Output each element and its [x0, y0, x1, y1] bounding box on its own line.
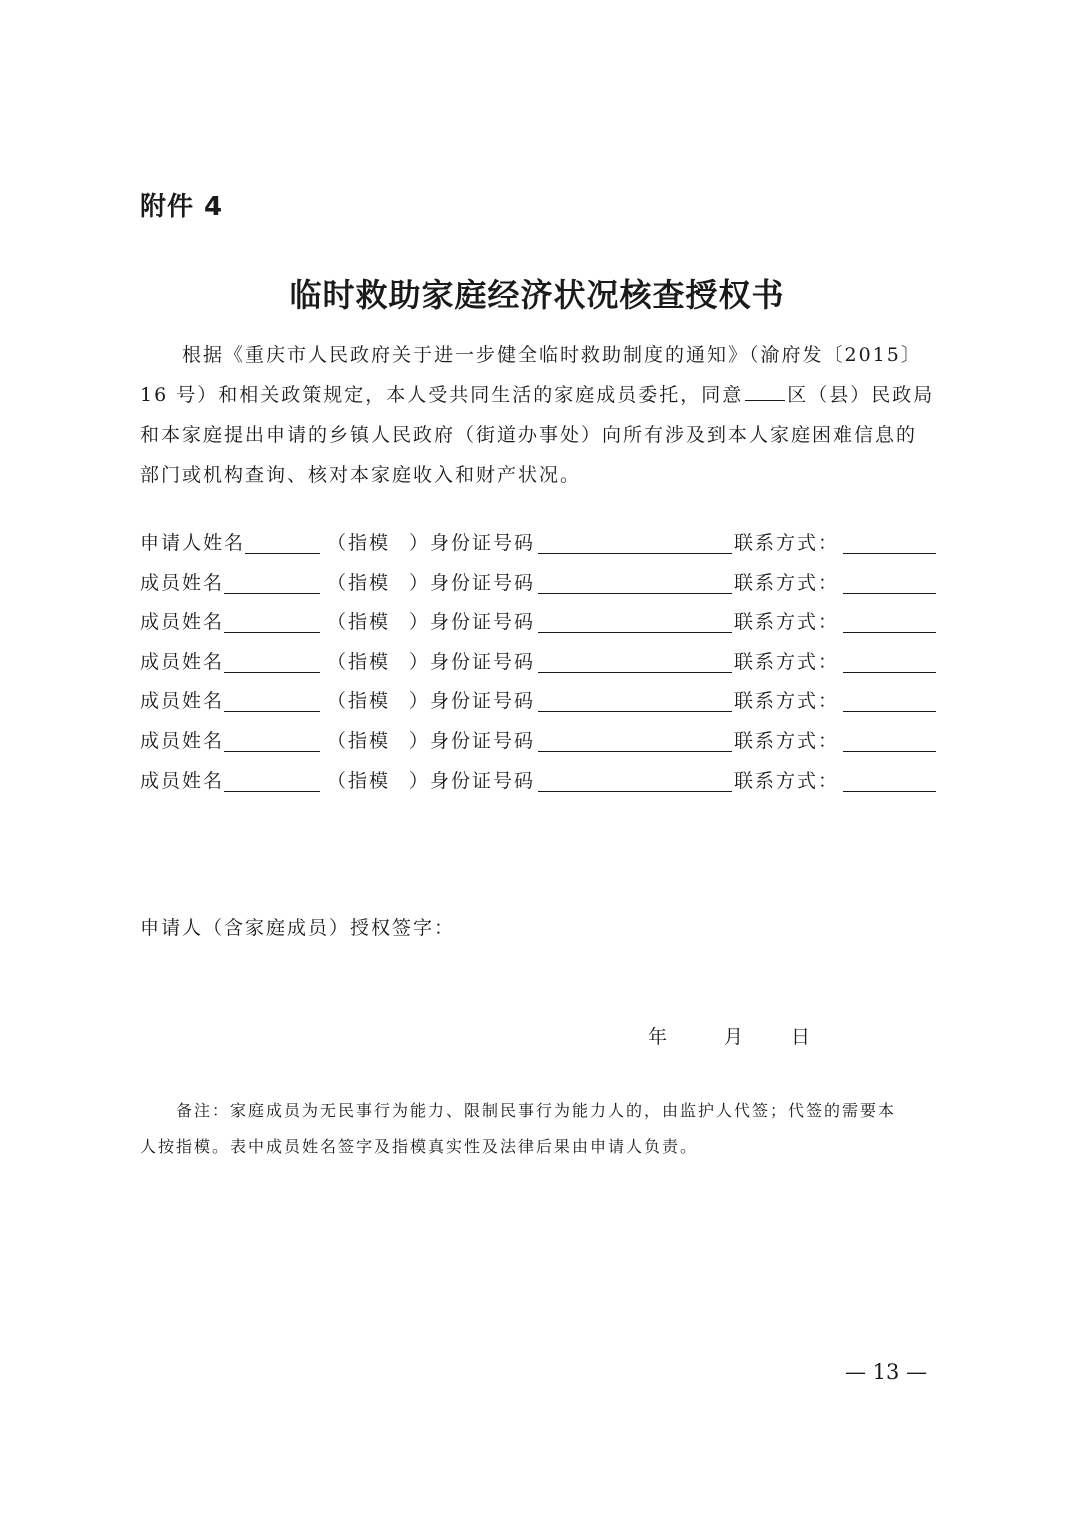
name-label: 成员姓名	[140, 690, 225, 712]
contact-field[interactable]	[843, 632, 936, 633]
name-field[interactable]	[224, 593, 320, 594]
id-label: 身份证号码	[430, 532, 536, 554]
fingerprint-close: ）	[409, 651, 431, 673]
fingerprint-close: ）	[409, 770, 431, 792]
contact-label: 联系方式：	[734, 572, 840, 594]
member-row	[140, 528, 940, 558]
id-label: 身份证号码	[430, 730, 536, 752]
date-day: 日	[791, 1026, 811, 1048]
contact-field[interactable]	[843, 672, 936, 673]
id-number-field[interactable]	[538, 672, 732, 673]
attachment-label: 附件 4	[140, 192, 224, 222]
name-label: 申请人姓名	[140, 532, 246, 554]
date-month: 月	[724, 1026, 744, 1048]
name-field[interactable]	[224, 711, 320, 712]
paragraph-line-2-after: 区（县）民政局	[787, 384, 935, 406]
contact-label: 联系方式：	[734, 690, 840, 712]
id-number-field[interactable]	[538, 791, 732, 792]
fingerprint-close: ）	[409, 532, 431, 554]
name-field[interactable]	[224, 672, 320, 673]
fingerprint-label: （指模	[327, 651, 391, 673]
note-line-2: 人按指模。表中成员姓名签字及指模真实性及法律后果由申请人负责。	[140, 1137, 699, 1156]
name-label: 成员姓名	[140, 770, 225, 792]
id-number-field[interactable]	[538, 632, 732, 633]
fingerprint-label: （指模	[327, 611, 391, 633]
name-field[interactable]	[224, 751, 320, 752]
contact-field[interactable]	[843, 711, 936, 712]
paragraph-line-1	[140, 340, 936, 370]
note-line-1-text: 备注：家庭成员为无民事行为能力、限制民事行为能力人的，由监护人代签；代签的需要本	[176, 1101, 897, 1120]
contact-label: 联系方式：	[734, 611, 840, 633]
paragraph-line-3: 和本家庭提出申请的乡镇人民政府（街道办事处）向所有涉及到本人家庭困难信息的	[140, 424, 918, 446]
fingerprint-label: （指模	[327, 730, 391, 752]
fingerprint-close: ）	[409, 690, 431, 712]
contact-label: 联系方式：	[734, 770, 840, 792]
contact-field[interactable]	[843, 751, 936, 752]
contact-label: 联系方式：	[734, 651, 840, 673]
fingerprint-label: （指模	[327, 690, 391, 712]
id-label: 身份证号码	[430, 770, 536, 792]
member-row	[140, 568, 940, 598]
district-blank[interactable]	[745, 382, 785, 401]
name-field[interactable]	[245, 553, 320, 554]
contact-field[interactable]	[843, 593, 936, 594]
contact-field[interactable]	[843, 791, 936, 792]
member-row	[140, 726, 940, 756]
fingerprint-close: ）	[409, 572, 431, 594]
note-line-1	[140, 1098, 936, 1124]
id-number-field[interactable]	[538, 711, 732, 712]
id-number-field[interactable]	[538, 751, 732, 752]
fingerprint-label: （指模	[327, 572, 391, 594]
member-row	[140, 686, 940, 716]
fingerprint-close: ）	[409, 730, 431, 752]
member-row	[140, 607, 940, 637]
contact-field[interactable]	[843, 553, 936, 554]
id-label: 身份证号码	[430, 690, 536, 712]
name-label: 成员姓名	[140, 730, 225, 752]
paragraph-line-2	[140, 380, 936, 410]
name-field[interactable]	[224, 791, 320, 792]
paragraph-line-4: 部门或机构查询、核对本家庭收入和财产状况。	[140, 464, 582, 486]
fingerprint-label: （指模	[327, 770, 391, 792]
name-label: 成员姓名	[140, 572, 225, 594]
id-label: 身份证号码	[430, 572, 536, 594]
date-year: 年	[648, 1026, 668, 1048]
name-label: 成员姓名	[140, 651, 225, 673]
id-number-field[interactable]	[538, 553, 732, 554]
page-number: — 13 —	[845, 1360, 928, 1384]
paragraph-line-2-before: 16 号）和相关政策规定，本人受共同生活的家庭成员委托，同意	[140, 384, 744, 406]
member-row	[140, 766, 940, 796]
name-label: 成员姓名	[140, 611, 225, 633]
contact-label: 联系方式：	[734, 532, 840, 554]
fingerprint-label: （指模	[327, 532, 391, 554]
paragraph-line-1-text: 根据《重庆市人民政府关于进一步健全临时救助制度的通知》（渝府发〔2015〕	[182, 344, 922, 366]
contact-label: 联系方式：	[734, 730, 840, 752]
signature-label: 申请人（含家庭成员）授权签字：	[140, 917, 456, 939]
name-field[interactable]	[224, 632, 320, 633]
id-number-field[interactable]	[538, 593, 732, 594]
fingerprint-close: ）	[409, 611, 431, 633]
member-row	[140, 647, 940, 677]
document-title: 临时救助家庭经济状况核查授权书	[289, 276, 785, 314]
id-label: 身份证号码	[430, 651, 536, 673]
id-label: 身份证号码	[430, 611, 536, 633]
